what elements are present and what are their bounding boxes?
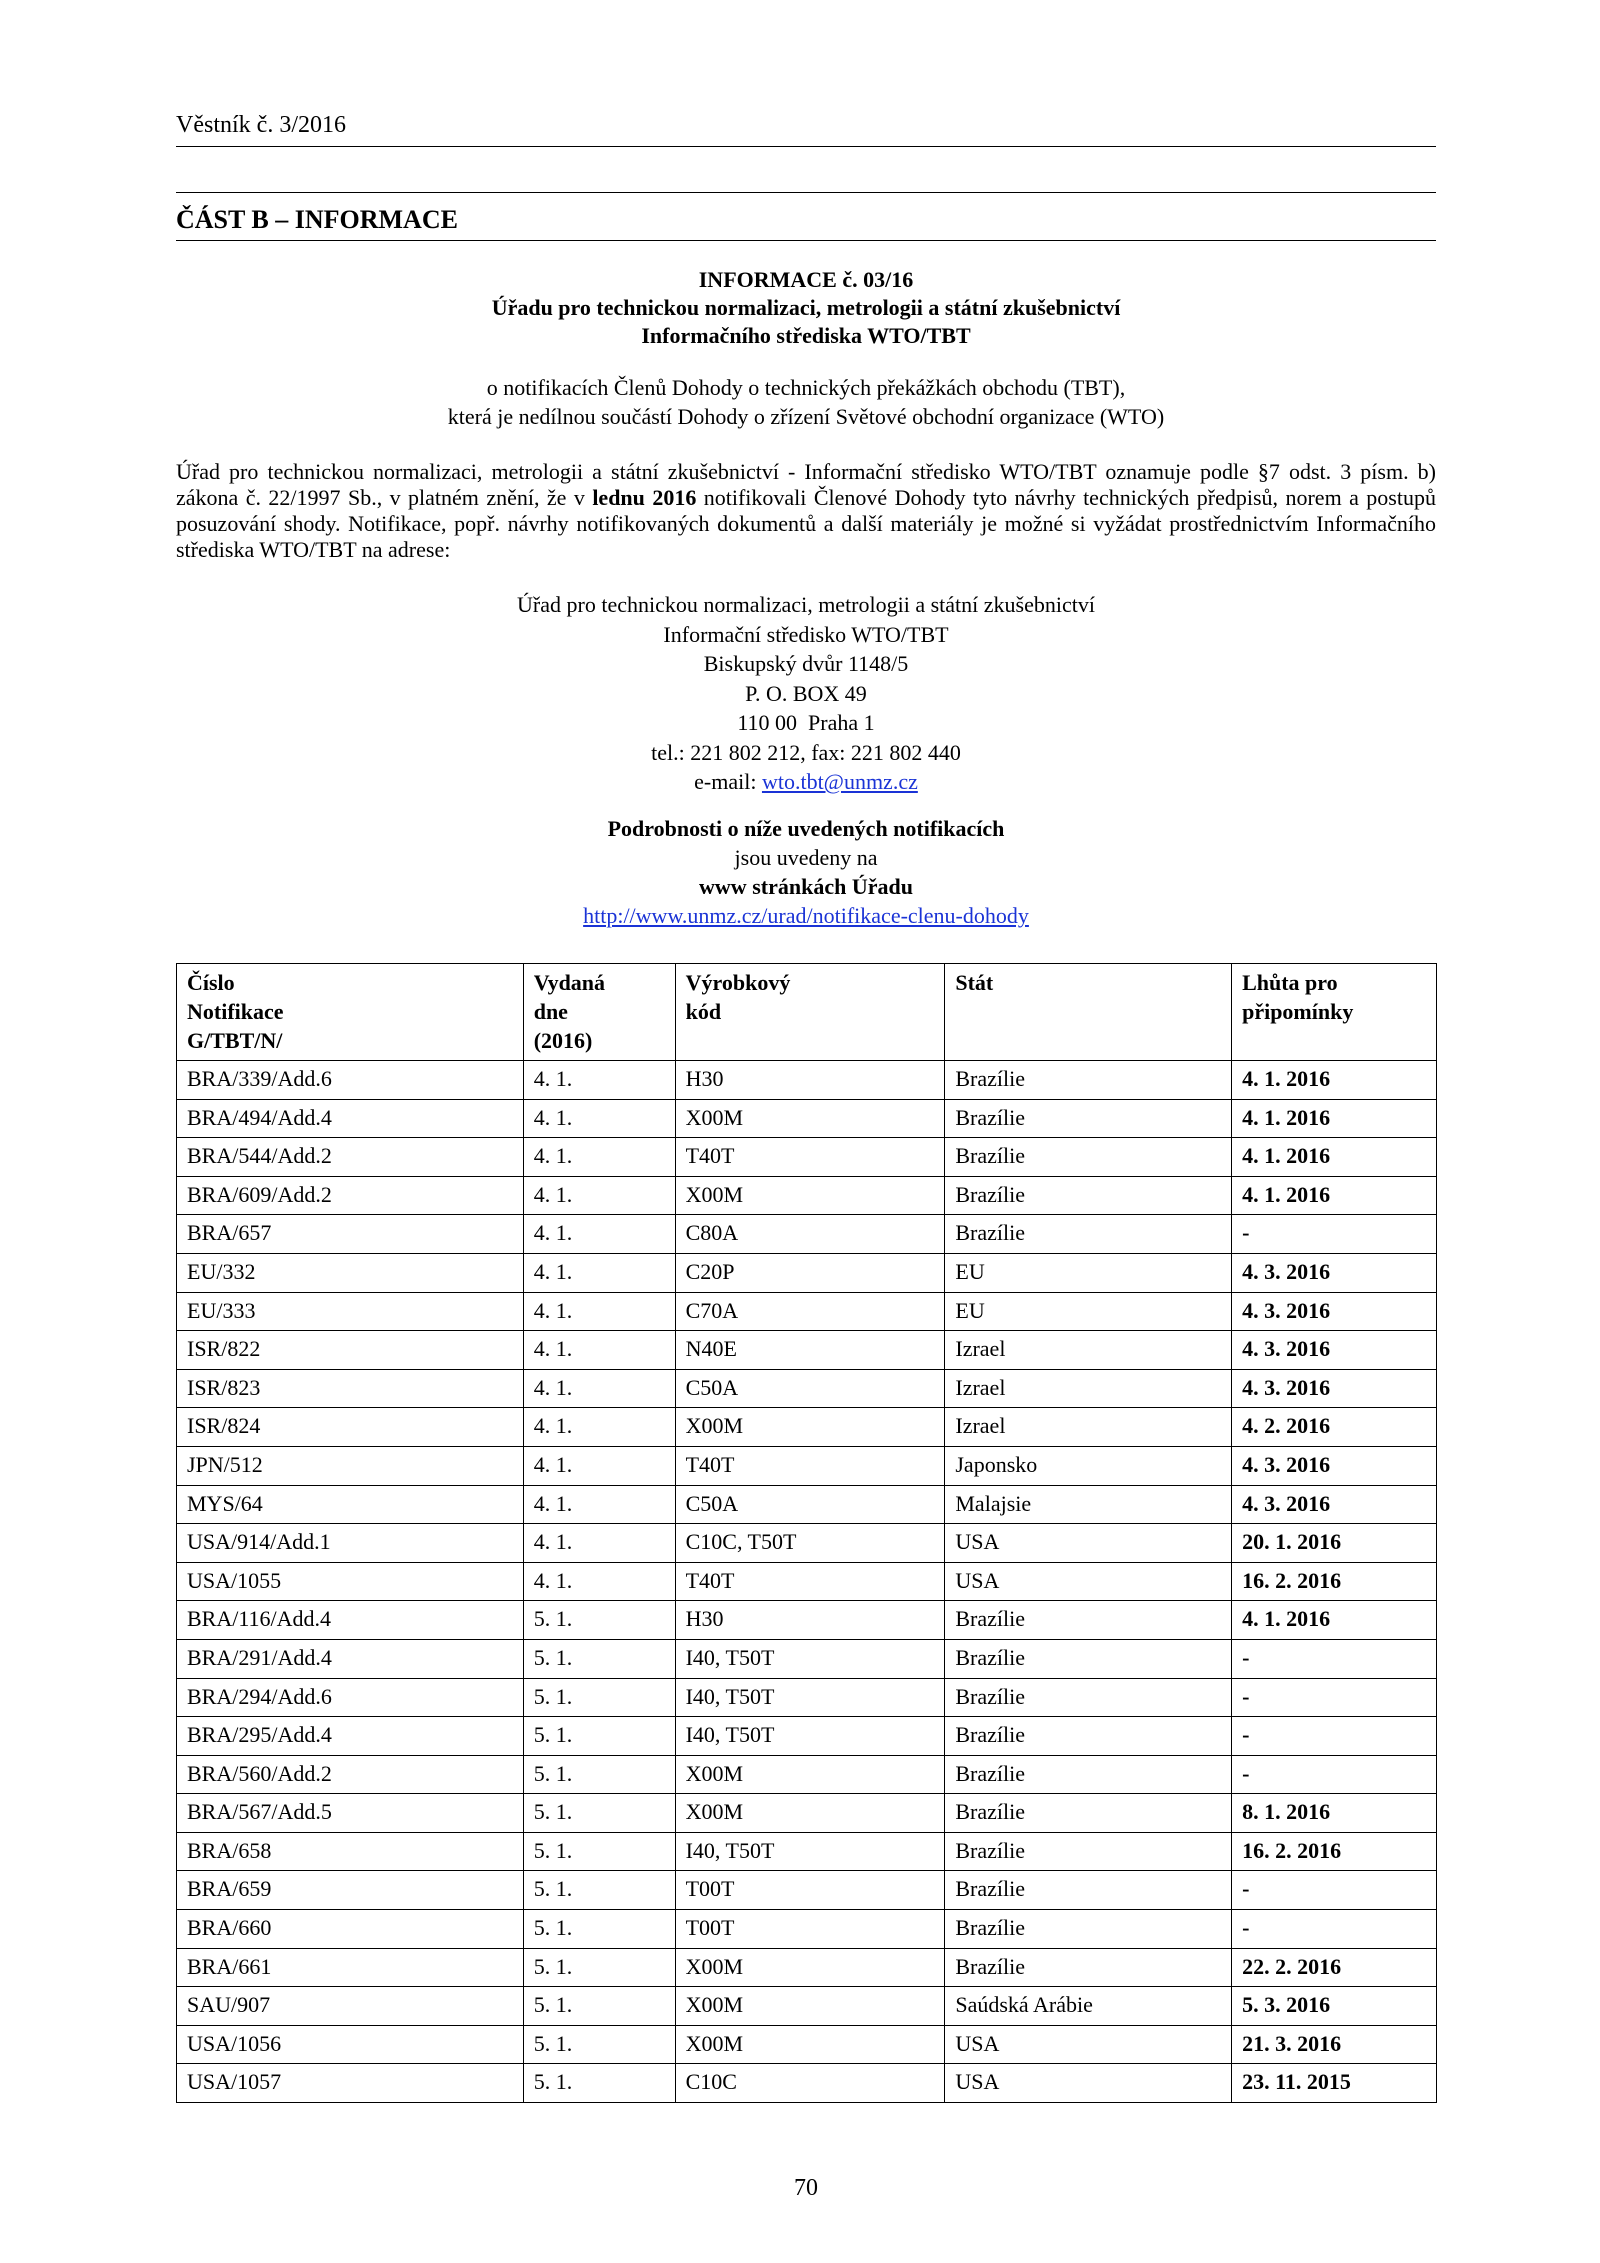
cell-issued: 4. 1.	[523, 1099, 675, 1138]
cell-deadline: 4. 1. 2016	[1232, 1099, 1437, 1138]
header-product-code: Výrobkový kód	[675, 964, 945, 1061]
table-row	[177, 1717, 1437, 1756]
cell-product-code: X00M	[675, 1755, 945, 1794]
table-row	[177, 1485, 1437, 1524]
cell-product-code: T40T	[675, 1446, 945, 1485]
cell-issued: 4. 1.	[523, 1253, 675, 1292]
cell-number: ISR/822	[177, 1331, 524, 1370]
cell-number: BRA/560/Add.2	[177, 1755, 524, 1794]
header-deadline: Lhůta pro připomínky	[1232, 964, 1437, 1061]
cell-deadline: 16. 2. 2016	[1232, 1562, 1437, 1601]
cell-number: USA/1056	[177, 2025, 524, 2064]
cell-deadline: 4. 3. 2016	[1232, 1369, 1437, 1408]
cell-state: Brazílie	[945, 1794, 1232, 1833]
cell-deadline: -	[1232, 1717, 1437, 1756]
cell-issued: 4. 1.	[523, 1292, 675, 1331]
contact-address	[176, 590, 1436, 797]
notifications-table	[176, 963, 1437, 2103]
cell-deadline: 22. 2. 2016	[1232, 1948, 1437, 1987]
table-row	[177, 1292, 1437, 1331]
cell-number: USA/914/Add.1	[177, 1524, 524, 1563]
cell-number: BRA/291/Add.4	[177, 1639, 524, 1678]
table-row	[177, 1524, 1437, 1563]
cell-issued: 5. 1.	[523, 2025, 675, 2064]
details-url-link[interactable]: http://www.unmz.cz/urad/notifikace-clenu-dohody	[583, 903, 1029, 928]
cell-number: USA/1055	[177, 1562, 524, 1601]
cell-number: BRA/657	[177, 1215, 524, 1254]
cell-number: JPN/512	[177, 1446, 524, 1485]
cell-issued: 4. 1.	[523, 1331, 675, 1370]
table-row	[177, 1871, 1437, 1910]
journal-header: Věstník č. 3/2016	[176, 112, 346, 138]
cell-state: Brazílie	[945, 1138, 1232, 1177]
cell-state: Brazílie	[945, 1755, 1232, 1794]
address-line4: P. O. BOX 49	[745, 680, 867, 706]
details-line3: www stránkách Úřadu	[699, 874, 913, 899]
cell-product-code: T00T	[675, 1910, 945, 1949]
cell-deadline: 4. 3. 2016	[1232, 1331, 1437, 1370]
cell-product-code: X00M	[675, 2025, 945, 2064]
cell-deadline: -	[1232, 1215, 1437, 1254]
cell-state: USA	[945, 2025, 1232, 2064]
cell-issued: 4. 1.	[523, 1408, 675, 1447]
cell-deadline: -	[1232, 1678, 1437, 1717]
cell-number: BRA/659	[177, 1871, 524, 1910]
info-subtitle-line1: o notifikacích Členů Dohody o technických překážkách obchodu (TBT),	[486, 375, 1126, 400]
page-number: 70	[794, 2175, 818, 2201]
cell-issued: 4. 1.	[523, 1138, 675, 1177]
cell-product-code: N40E	[675, 1331, 945, 1370]
cell-state: Brazílie	[945, 1061, 1232, 1100]
header-number: Číslo Notifikace G/TBT/N/	[177, 964, 524, 1061]
cell-issued: 5. 1.	[523, 1678, 675, 1717]
cell-issued: 4. 1.	[523, 1176, 675, 1215]
table-row	[177, 1446, 1437, 1485]
cell-number: USA/1057	[177, 2064, 524, 2103]
table-row	[177, 1755, 1437, 1794]
cell-state: Japonsko	[945, 1446, 1232, 1485]
cell-number: EU/332	[177, 1253, 524, 1292]
cell-issued: 4. 1.	[523, 1061, 675, 1100]
cell-deadline: 4. 1. 2016	[1232, 1176, 1437, 1215]
cell-state: Malajsie	[945, 1485, 1232, 1524]
table-row	[177, 1832, 1437, 1871]
cell-issued: 5. 1.	[523, 1601, 675, 1640]
cell-number: BRA/658	[177, 1832, 524, 1871]
details-line2: jsou uvedeny na	[734, 845, 878, 870]
cell-number: BRA/660	[177, 1910, 524, 1949]
info-center: Informačního střediska WTO/TBT	[641, 323, 971, 348]
cell-deadline: -	[1232, 1755, 1437, 1794]
info-heading	[176, 266, 1436, 350]
cell-state: USA	[945, 1562, 1232, 1601]
table-header-row	[177, 964, 1437, 1061]
cell-deadline: 4. 3. 2016	[1232, 1292, 1437, 1331]
cell-deadline: 20. 1. 2016	[1232, 1524, 1437, 1563]
intro-text-2: notifikovali Členové Dohody tyto návrhy technických předpisů, norem a postupů posuzování shody. Notifikace, popř. návrhy notifikovaných dokumentů a další materiály je možné si vyžádat prostřednictvím Informačního střediska WTO/TBT na adrese:	[176, 485, 1436, 562]
address-line2: Informační středisko WTO/TBT	[663, 621, 949, 647]
cell-issued: 5. 1.	[523, 1871, 675, 1910]
cell-number: BRA/609/Add.2	[177, 1176, 524, 1215]
cell-state: Izrael	[945, 1369, 1232, 1408]
cell-deadline: 4. 3. 2016	[1232, 1446, 1437, 1485]
cell-number: EU/333	[177, 1292, 524, 1331]
cell-product-code: C50A	[675, 1369, 945, 1408]
cell-state: Brazílie	[945, 1717, 1232, 1756]
cell-state: Brazílie	[945, 1176, 1232, 1215]
table-row	[177, 1408, 1437, 1447]
cell-state: Brazílie	[945, 1215, 1232, 1254]
cell-state: EU	[945, 1253, 1232, 1292]
cell-issued: 5. 1.	[523, 1987, 675, 2026]
cell-state: Brazílie	[945, 1601, 1232, 1640]
cell-number: SAU/907	[177, 1987, 524, 2026]
table-row	[177, 2064, 1437, 2103]
cell-product-code: X00M	[675, 1794, 945, 1833]
cell-product-code: X00M	[675, 1408, 945, 1447]
cell-state: Brazílie	[945, 1832, 1232, 1871]
cell-state: Brazílie	[945, 1099, 1232, 1138]
table-row	[177, 1215, 1437, 1254]
cell-deadline: 5. 3. 2016	[1232, 1987, 1437, 2026]
cell-issued: 4. 1.	[523, 1369, 675, 1408]
cell-product-code: I40, T50T	[675, 1639, 945, 1678]
cell-product-code: T40T	[675, 1138, 945, 1177]
address-email-row	[176, 767, 1436, 797]
cell-product-code: X00M	[675, 1176, 945, 1215]
cell-issued: 5. 1.	[523, 1794, 675, 1833]
cell-product-code: H30	[675, 1061, 945, 1100]
cell-deadline: -	[1232, 1910, 1437, 1949]
address-line1: Úřad pro technickou normalizaci, metrologii a státní zkušebnictví	[517, 592, 1095, 617]
cell-number: MYS/64	[177, 1485, 524, 1524]
cell-number: BRA/339/Add.6	[177, 1061, 524, 1100]
cell-deadline: 21. 3. 2016	[1232, 2025, 1437, 2064]
section-rule-top	[176, 192, 1436, 193]
table-row	[177, 2025, 1437, 2064]
intro-text-1: Úřad pro technickou normalizaci, metrologii a státní zkušebnictví - Informační středisko WTO/TBT oznamuje podle §7 odst. 3 písm. b) zákona č. 22/1997 Sb., v platném znění, že v	[176, 459, 1436, 510]
cell-product-code: X00M	[675, 1948, 945, 1987]
table-row	[177, 1562, 1437, 1601]
cell-deadline: 23. 11. 2015	[1232, 2064, 1437, 2103]
cell-number: ISR/824	[177, 1408, 524, 1447]
cell-number: BRA/116/Add.4	[177, 1601, 524, 1640]
cell-deadline: 8. 1. 2016	[1232, 1794, 1437, 1833]
cell-state: Izrael	[945, 1408, 1232, 1447]
cell-deadline: 4. 2. 2016	[1232, 1408, 1437, 1447]
table-body	[177, 1061, 1437, 2103]
cell-product-code: X00M	[675, 1099, 945, 1138]
email-link[interactable]: wto.tbt@unmz.cz	[761, 769, 918, 794]
cell-state: Brazílie	[945, 1678, 1232, 1717]
address-line5: 110 00 Praha 1	[737, 710, 875, 735]
table-row	[177, 1176, 1437, 1215]
cell-deadline: 4. 1. 2016	[1232, 1138, 1437, 1177]
intro-bold-month: lednu 2016	[592, 485, 697, 510]
cell-number: BRA/295/Add.4	[177, 1717, 524, 1756]
cell-number: BRA/494/Add.4	[177, 1099, 524, 1138]
cell-state: Brazílie	[945, 1910, 1232, 1949]
table-row	[177, 1061, 1437, 1100]
cell-issued: 5. 1.	[523, 2064, 675, 2103]
cell-issued: 4. 1.	[523, 1562, 675, 1601]
cell-deadline: 4. 1. 2016	[1232, 1601, 1437, 1640]
table-row	[177, 1138, 1437, 1177]
details-block	[176, 814, 1436, 930]
cell-product-code: I40, T50T	[675, 1832, 945, 1871]
table-row	[177, 1910, 1437, 1949]
cell-state: EU	[945, 1292, 1232, 1331]
email-label: e-mail:	[694, 769, 762, 794]
cell-state: USA	[945, 1524, 1232, 1563]
cell-issued: 4. 1.	[523, 1524, 675, 1563]
cell-deadline: -	[1232, 1871, 1437, 1910]
cell-deadline: 4. 3. 2016	[1232, 1485, 1437, 1524]
cell-state: Izrael	[945, 1331, 1232, 1370]
table-row	[177, 1601, 1437, 1640]
table-row	[177, 1987, 1437, 2026]
cell-product-code: C70A	[675, 1292, 945, 1331]
table-row	[177, 1639, 1437, 1678]
cell-issued: 4. 1.	[523, 1485, 675, 1524]
info-subtitle	[176, 373, 1436, 431]
cell-product-code: C10C, T50T	[675, 1524, 945, 1563]
cell-state: Brazílie	[945, 1639, 1232, 1678]
table-row	[177, 1794, 1437, 1833]
section-title: ČÁST B – INFORMACE	[176, 205, 458, 234]
cell-state: USA	[945, 2064, 1232, 2103]
info-number: INFORMACE č. 03/16	[698, 267, 914, 292]
section-rule-bottom	[176, 240, 1436, 241]
cell-deadline: 16. 2. 2016	[1232, 1832, 1437, 1871]
cell-product-code: C50A	[675, 1485, 945, 1524]
header-state: Stát	[945, 964, 1232, 1061]
cell-state: Saúdská Arábie	[945, 1987, 1232, 2026]
cell-deadline: 4. 1. 2016	[1232, 1061, 1437, 1100]
cell-product-code: I40, T50T	[675, 1717, 945, 1756]
intro-paragraph	[176, 459, 1436, 563]
cell-product-code: H30	[675, 1601, 945, 1640]
cell-issued: 5. 1.	[523, 1910, 675, 1949]
cell-product-code: I40, T50T	[675, 1678, 945, 1717]
cell-issued: 5. 1.	[523, 1948, 675, 1987]
info-subtitle-line2: která je nedílnou součástí Dohody o zřízení Světové obchodní organizace (WTO)	[447, 404, 1165, 429]
table-row	[177, 1678, 1437, 1717]
table-row	[177, 1369, 1437, 1408]
cell-product-code: C10C	[675, 2064, 945, 2103]
cell-number: BRA/294/Add.6	[177, 1678, 524, 1717]
cell-issued: 5. 1.	[523, 1717, 675, 1756]
info-office: Úřadu pro technickou normalizaci, metrologii a státní zkušebnictví	[491, 295, 1121, 320]
cell-number: ISR/823	[177, 1369, 524, 1408]
cell-number: BRA/544/Add.2	[177, 1138, 524, 1177]
table-row	[177, 1099, 1437, 1138]
cell-issued: 4. 1.	[523, 1215, 675, 1254]
cell-deadline: -	[1232, 1639, 1437, 1678]
cell-state: Brazílie	[945, 1948, 1232, 1987]
address-phone-fax: tel.: 221 802 212, fax: 221 802 440	[651, 739, 961, 765]
cell-deadline: 4. 3. 2016	[1232, 1253, 1437, 1292]
header-issued: Vydaná dne (2016)	[523, 964, 675, 1061]
cell-state: Brazílie	[945, 1871, 1232, 1910]
cell-issued: 5. 1.	[523, 1832, 675, 1871]
cell-product-code: X00M	[675, 1987, 945, 2026]
cell-product-code: T40T	[675, 1562, 945, 1601]
details-line1: Podrobnosti o níže uvedených notifikacích	[607, 816, 1005, 841]
cell-product-code: T00T	[675, 1871, 945, 1910]
cell-number: BRA/567/Add.5	[177, 1794, 524, 1833]
cell-product-code: C80A	[675, 1215, 945, 1254]
cell-issued: 4. 1.	[523, 1446, 675, 1485]
table-row	[177, 1253, 1437, 1292]
table-row	[177, 1948, 1437, 1987]
header-rule	[176, 146, 1436, 147]
address-line3: Biskupský dvůr 1148/5	[703, 651, 909, 676]
cell-issued: 5. 1.	[523, 1639, 675, 1678]
cell-issued: 5. 1.	[523, 1755, 675, 1794]
table-row	[177, 1331, 1437, 1370]
cell-product-code: C20P	[675, 1253, 945, 1292]
cell-number: BRA/661	[177, 1948, 524, 1987]
